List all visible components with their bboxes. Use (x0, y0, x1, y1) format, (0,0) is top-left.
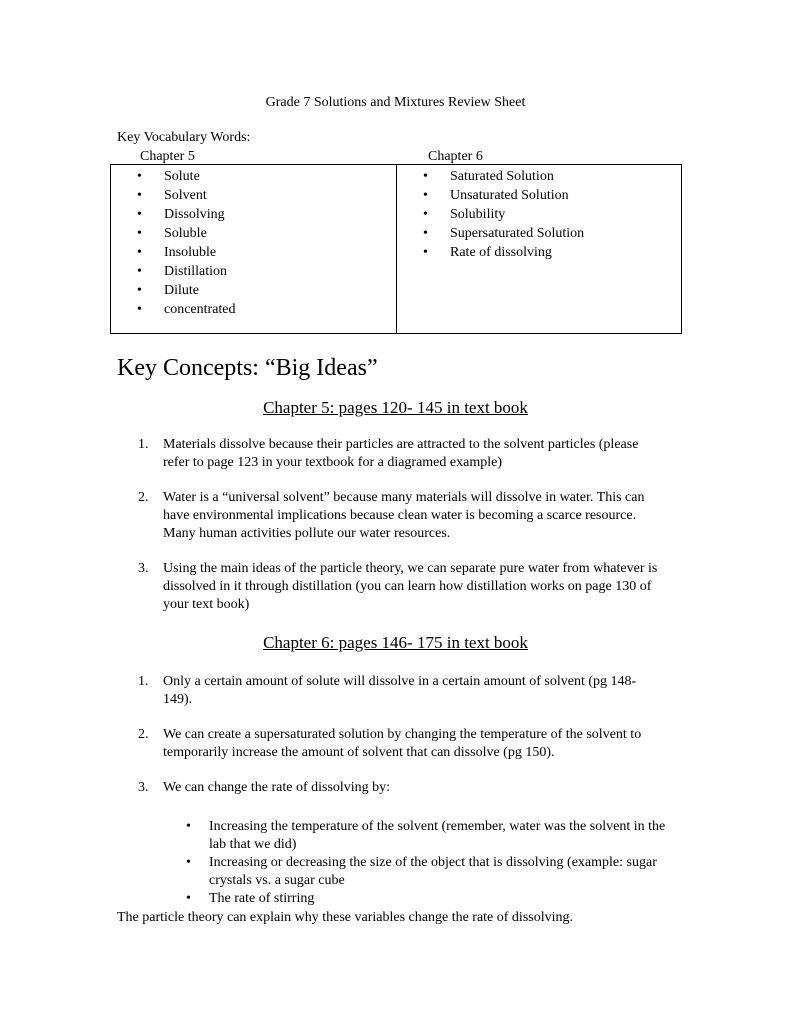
vocab-item: • Unsaturated Solution (397, 186, 681, 205)
vocab-item: • Dilute (111, 281, 396, 300)
list-item (138, 560, 668, 614)
vocab-item: • concentrated (111, 300, 396, 319)
rate-factor-item: • Increasing the temperature of the solvent (remember, water was the solvent in the lab that we did) (186, 818, 676, 854)
list-item (138, 436, 668, 472)
list-number: 2. (138, 490, 149, 505)
list-number: 2. (138, 727, 149, 742)
list-item (138, 673, 668, 709)
list-text: We can change the rate of dissolving by: (163, 780, 391, 795)
list-number: 3. (138, 780, 149, 795)
vocab-item: • Supersaturated Solution (397, 224, 681, 243)
vocab-item: • Solute (111, 167, 396, 186)
vocab-item: • Rate of dissolving (397, 243, 681, 262)
chapter5-concepts-list (138, 436, 668, 614)
chapter5-vocab-list (111, 165, 396, 319)
list-number: 1. (138, 674, 149, 689)
list-text: Materials dissolve because their particles are attracted to the solvent particles (please refer to page 123 in your textbook for a diagramed example) (163, 437, 639, 470)
list-item (138, 726, 668, 762)
list-number: 3. (138, 561, 149, 576)
chapter6-label: Chapter 6 (428, 149, 483, 164)
list-item (138, 489, 668, 543)
rate-factor-item: • The rate of stirring (186, 890, 676, 908)
list-number: 1. (138, 437, 149, 452)
chapter5-vocab-column (111, 165, 397, 333)
vocab-item: • Solvent (111, 186, 396, 205)
vocab-item: • Insoluble (111, 243, 396, 262)
vocab-item: • Dissolving (111, 205, 396, 224)
list-text: Using the main ideas of the particle theory, we can separate pure water from whatever is dissolved in it through distillation (you can learn how distillation works on page 130 of your text book) (163, 561, 658, 612)
vocabulary-heading: Key Vocabulary Words: (117, 130, 251, 145)
document-title: Grade 7 Solutions and Mixtures Review Sheet (265, 95, 526, 110)
list-text: Water is a “universal solvent” because many materials will dissolve in water. This can have environmental implications because clean water is becoming a scarce resource. Many human activities pollute our water resources. (163, 490, 645, 541)
closing-statement: The particle theory can explain why these variables change the rate of dissolving. (117, 910, 573, 925)
list-text: We can create a supersaturated solution by changing the temperature of the solvent to temporarily increase the amount of solvent that can dissolve (pg 150). (163, 727, 642, 760)
chapter6-heading: Chapter 6: pages 146- 175 in text book (263, 633, 528, 652)
rate-factors-list (186, 818, 676, 908)
chapter5-label: Chapter 5 (140, 149, 195, 164)
list-text: Only a certain amount of solute will dissolve in a certain amount of solvent (pg 148- 149). (163, 674, 637, 707)
chapter6-vocab-column (397, 165, 681, 333)
chapter6-concepts-list (138, 673, 668, 797)
big-ideas-heading: Key Concepts: “Big Ideas” (117, 355, 378, 381)
vocabulary-table (110, 164, 682, 334)
vocab-item: • Solubility (397, 205, 681, 224)
vocab-item: • Soluble (111, 224, 396, 243)
chapter5-heading: Chapter 5: pages 120- 145 in text book (263, 398, 528, 417)
list-item (138, 779, 668, 797)
vocab-item: • Distillation (111, 262, 396, 281)
chapter6-vocab-list (397, 165, 681, 262)
vocab-item: • Saturated Solution (397, 167, 681, 186)
rate-factor-item: • Increasing or decreasing the size of the object that is dissolving (example: sugar crystals vs. a sugar cube (186, 854, 676, 890)
